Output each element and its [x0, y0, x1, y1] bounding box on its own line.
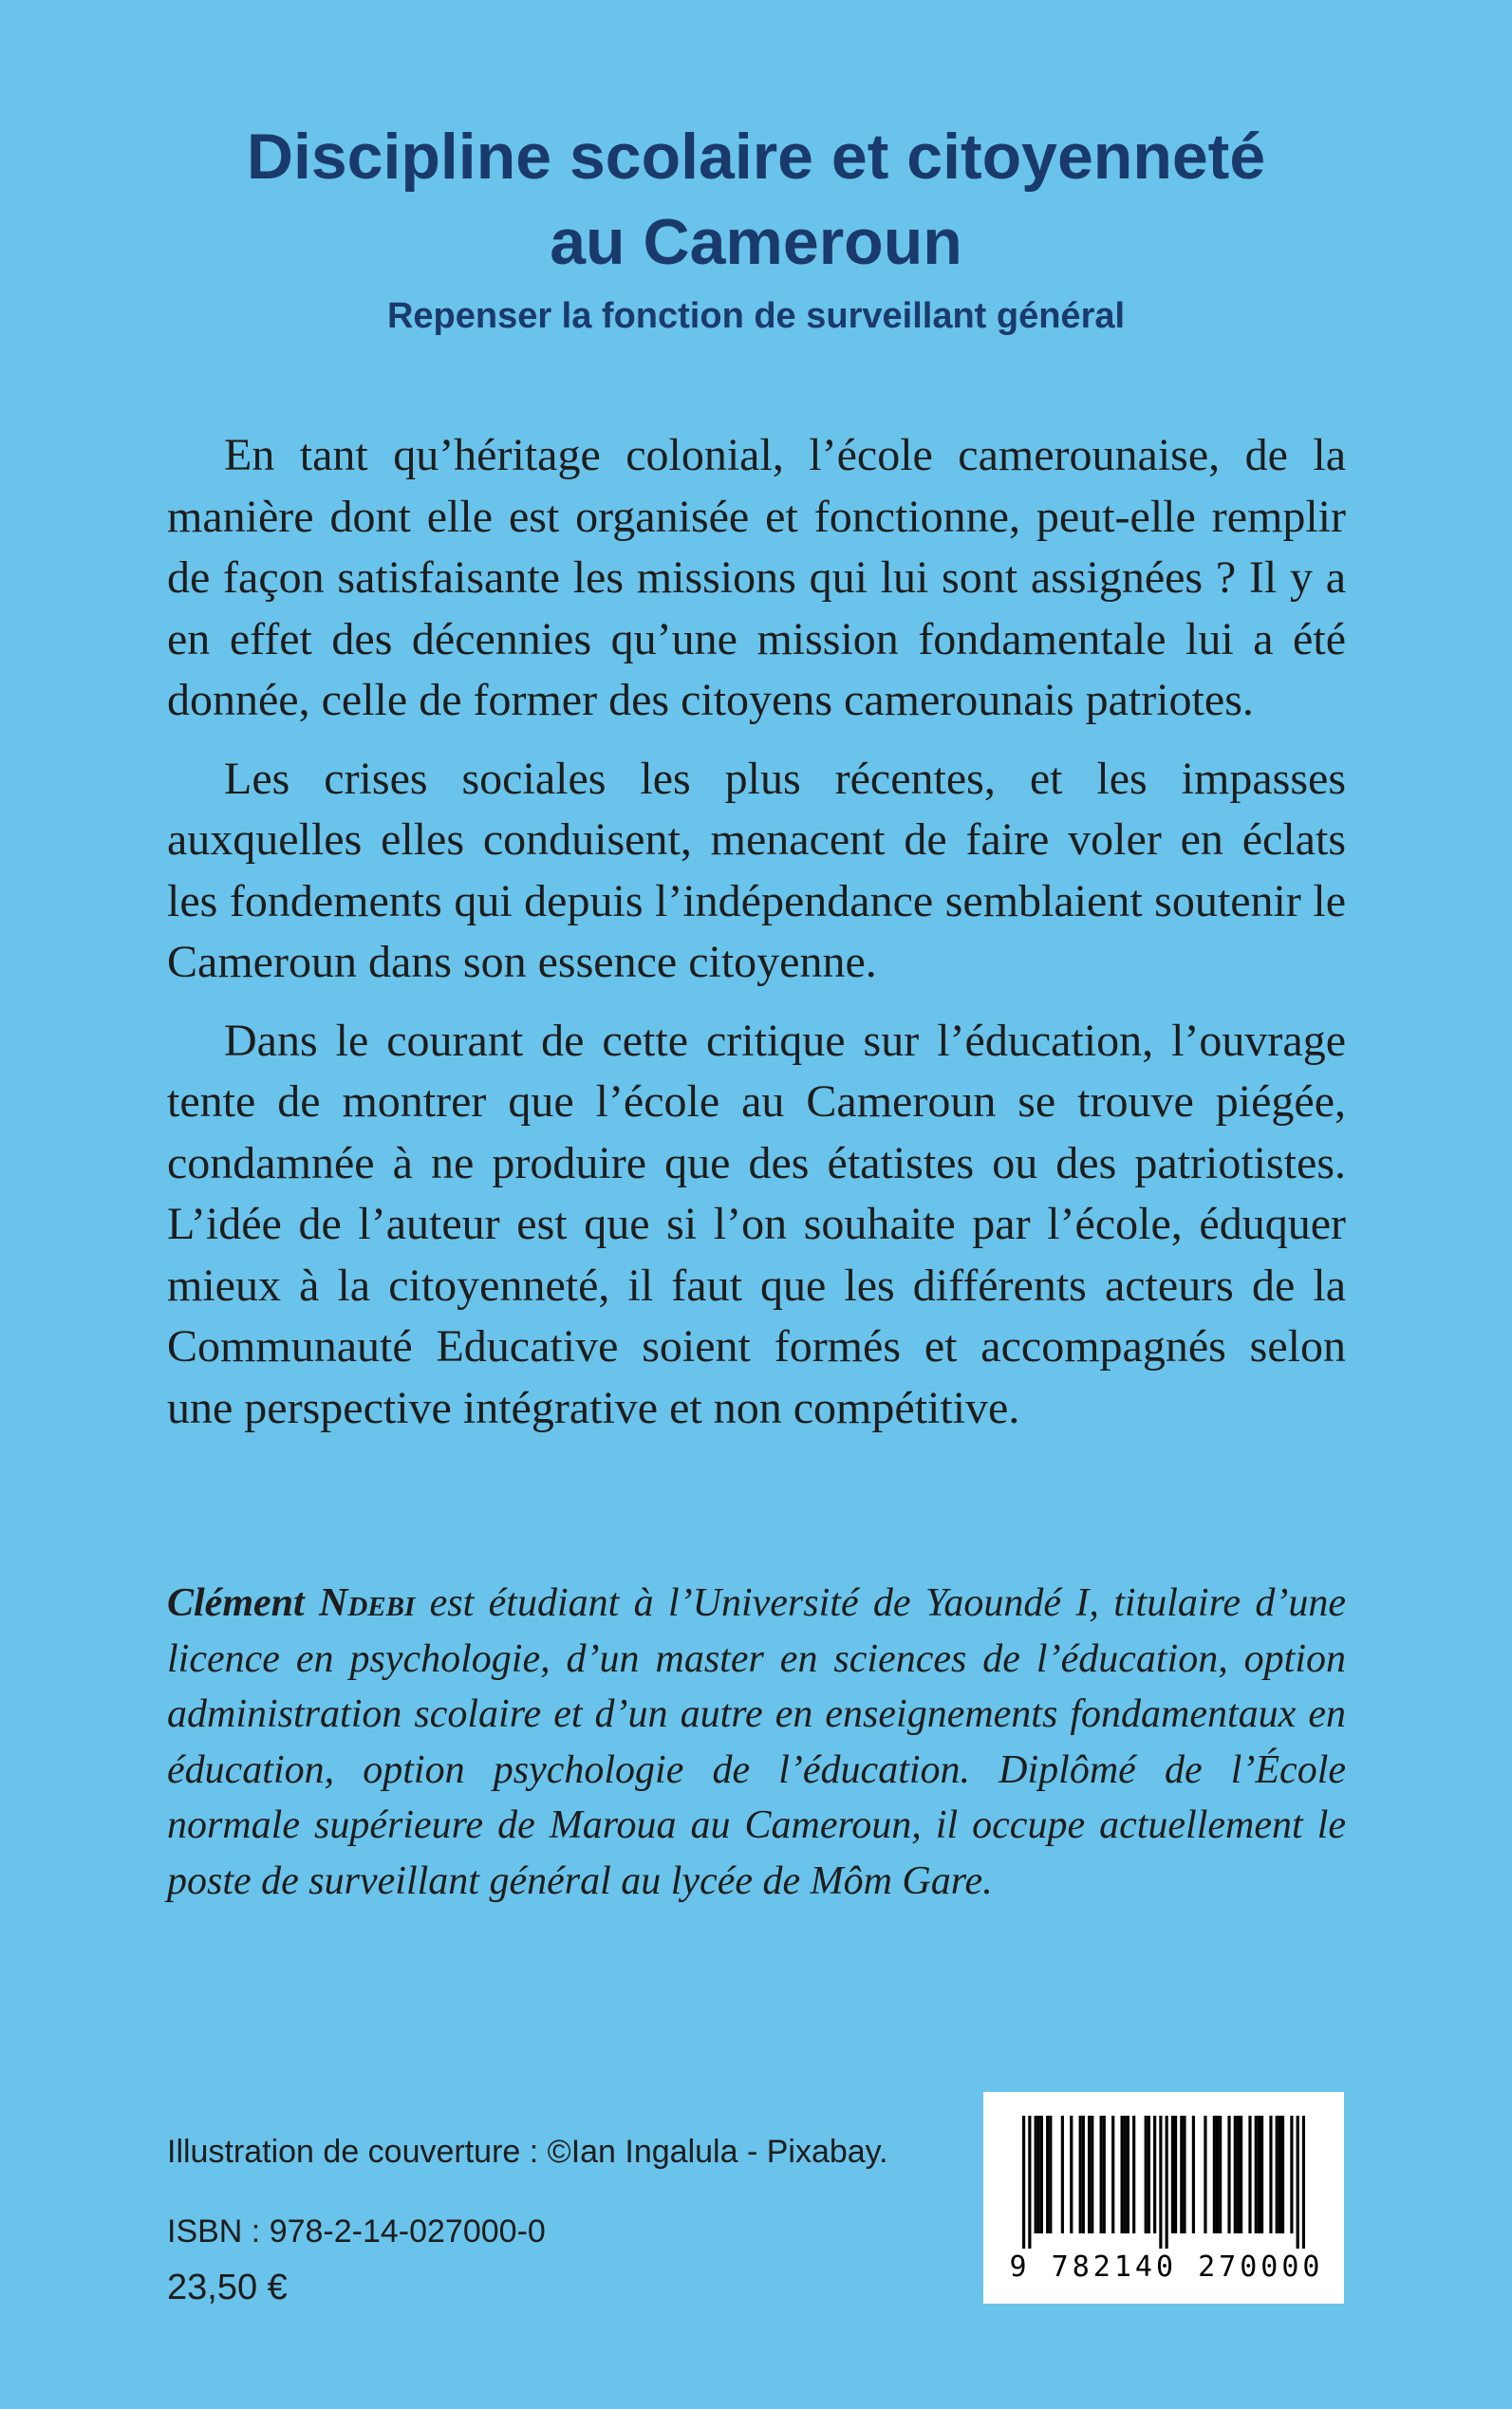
barcode-bar	[1035, 2116, 1037, 2233]
barcode-bar	[1046, 2116, 1049, 2233]
barcode-bar	[1145, 2116, 1148, 2233]
barcode-bar	[1234, 2116, 1237, 2233]
barcode-bar	[1159, 2116, 1162, 2249]
barcode-bar	[1255, 2116, 1258, 2233]
barcode	[983, 2092, 1344, 2304]
author-bio-text: est étudiant à l’Université de Yaoundé I, titulaire d’une licence en psychologie, d’un master en sciences de l’éducation, option administration scolaire et d’un autre en enseignements fondamentaux en éducation, option psychologie de l’éducation. Diplômé de l’École normale supérieure de Maroua au Cameroun, il occupe actuellement le poste de surveillant général au lycée de Môm Gare.	[167, 1581, 1347, 1903]
barcode-bar	[1183, 2116, 1185, 2233]
barcode-bar	[1132, 2116, 1135, 2233]
illustration-credits: Illustration de couverture : ©Ian Ingalula - Pixabay.	[167, 2134, 888, 2170]
price: 23,50 €	[167, 2268, 288, 2307]
barcode-bar	[1227, 2116, 1230, 2233]
barcode-bar	[1153, 2116, 1156, 2233]
barcode-bar	[1237, 2116, 1240, 2233]
barcode-bar	[1269, 2116, 1272, 2233]
barcode-bar	[1121, 2116, 1124, 2233]
barcode-bar	[1258, 2116, 1260, 2233]
barcode-bar	[1049, 2116, 1052, 2233]
barcode-bar	[1111, 2116, 1114, 2233]
barcode-bar	[1213, 2116, 1216, 2233]
barcode-bar	[1174, 2116, 1177, 2233]
book-title	[0, 114, 1512, 285]
barcode-digits: 9 782140 270000	[1009, 2250, 1324, 2284]
barcode-bar	[1166, 2116, 1168, 2249]
barcode-bar	[1216, 2116, 1219, 2233]
barcode-bar	[1302, 2116, 1305, 2249]
barcode-bar	[1290, 2116, 1293, 2233]
barcode-bar	[1088, 2116, 1091, 2233]
isbn: ISBN : 978-2-14-027000-0	[167, 2213, 546, 2250]
barcode-bar	[1281, 2116, 1284, 2233]
book-subtitle: Repenser la fonction de surveillant général	[386, 296, 1126, 336]
barcode-bar	[1260, 2116, 1263, 2233]
barcode-bar	[1279, 2116, 1281, 2233]
barcode-bar	[1180, 2116, 1183, 2233]
synopsis-paragraph-2: Les crises sociales les plus récentes, et les impasses auxquelles elles conduisent, menacent de faire voler en éclats les fondements qui depuis l’indépendance semblaient soutenir le Cameroun dans son essence citoyenne.	[167, 753, 1346, 987]
synopsis-paragraph-3: Dans le courant de cette critique sur l’éducation, l’ouvrage tente de montrer que l’école au Cameroun se trouve piégée, condamnée à ne produire que des étatistes ou des patriotistes. L’idée de l’auteur est que si l’on souhaite par l’école, éduquer mieux à la citoyenneté, il faut que les différents acteurs de la Communauté Educative soient formés et accompagnés selon une perspective intégrative et non compétitive.	[167, 1015, 1346, 1433]
author-last-name: Ndebi	[319, 1581, 416, 1625]
synopsis	[167, 425, 1346, 1456]
barcode-bar	[1192, 2116, 1195, 2233]
barcode-bar	[1082, 2116, 1085, 2233]
title-line-1: Discipline scolaire et citoyenneté	[246, 121, 1266, 193]
barcode-bar	[1022, 2116, 1025, 2249]
barcode-bar	[1248, 2116, 1251, 2233]
synopsis-paragraph-1: En tant qu’héritage colonial, l’école camerounaise, de la manière dont elle est organisée et fonctionne, peut-elle remplir de façon satisfaisante les missions qui lui sont assignées ? Il y a en effet des décennies qu’une mission fondamentale lui a été donnée, celle de former des citoyens camerounais patriotes.	[167, 430, 1346, 725]
barcode-bar	[1204, 2116, 1206, 2233]
barcode-bar	[1079, 2116, 1082, 2233]
barcode-bar	[1091, 2116, 1093, 2233]
barcode-bar	[1103, 2116, 1106, 2233]
barcode-bar	[1219, 2116, 1222, 2233]
barcode-bar	[1100, 2116, 1103, 2233]
barcode-bar	[1028, 2116, 1031, 2249]
author-first-name: Clément	[167, 1581, 305, 1625]
title-line-2: au Cameroun	[550, 206, 962, 278]
barcode-bar	[1040, 2116, 1043, 2233]
barcode-bars	[1022, 2116, 1305, 2249]
barcode-bar	[1171, 2116, 1174, 2233]
barcode-bar	[1276, 2116, 1279, 2233]
barcode-bar	[1037, 2116, 1040, 2233]
barcode-bar	[1148, 2116, 1150, 2233]
author-bio	[167, 1576, 1346, 1909]
barcode-bar	[1061, 2116, 1064, 2233]
barcode-bar	[1127, 2116, 1129, 2233]
barcode-bar	[1070, 2116, 1073, 2233]
barcode-bar	[1297, 2116, 1299, 2249]
barcode-bar	[1124, 2116, 1127, 2233]
barcode-bar	[1240, 2116, 1242, 2233]
